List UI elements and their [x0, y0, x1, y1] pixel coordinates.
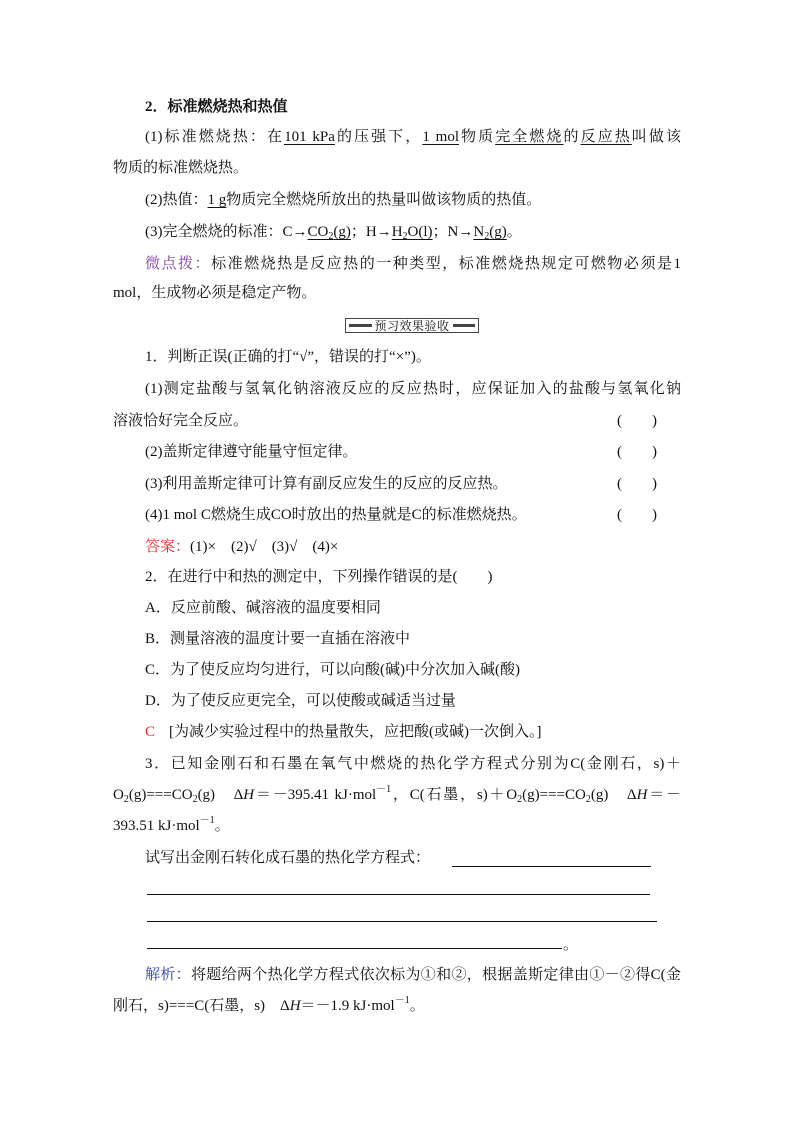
formula-part: N [473, 224, 485, 240]
text-segment: ；H→ [350, 224, 392, 240]
subscript: 2 [192, 794, 198, 805]
definition-standard-heat-line2: 物质的标准燃烧热。 [113, 160, 249, 176]
formula-part: (g) [489, 224, 507, 240]
superscript: －1 [376, 784, 392, 795]
answer-line [147, 894, 650, 895]
definition-complete-combustion [145, 220, 681, 244]
section-banner [345, 318, 479, 333]
question3-line1: 3．已知金刚石和石墨在氧气中燃烧的热化学方程式分别为C(金刚石，s)＋ [145, 756, 681, 772]
question1-stem: 1．判断正误(正确的打“√”，错误的打“×”)。 [145, 349, 431, 365]
answer-line [147, 921, 657, 922]
question1-item2: (2)盖斯定律遵守能量守恒定律。 [145, 444, 358, 460]
banner-right-rule [453, 324, 476, 327]
answer-blank: ( ) [452, 569, 493, 585]
text-segment: (2)热值： [145, 192, 208, 208]
question3-equations [113, 783, 681, 807]
underlined-complete-combustion: 完全燃烧 [495, 129, 564, 145]
answer-blank: ( ) [617, 476, 657, 492]
banner-left-rule [349, 324, 372, 327]
formula-part: 393.51 kJ·mol [113, 818, 200, 834]
formula-part: ＝－395.41 kJ·mol [254, 787, 377, 803]
question3-line3 [113, 814, 681, 838]
formula-part: 。 [409, 998, 425, 1014]
formula-part: 。 [214, 818, 230, 834]
option-b: B．测量溶液的温度计要一直插在溶液中 [145, 631, 411, 647]
enthalpy-symbol: H [243, 787, 255, 803]
formula-part: O(l) [407, 224, 433, 240]
formula-part: H [391, 224, 403, 240]
enthalpy-symbol: H [289, 998, 301, 1014]
question1-item1-line2: 溶液恰好完全反应。 [113, 413, 249, 429]
formula-part: (g) Δ [197, 787, 244, 803]
answer-line-end: 。 [563, 937, 579, 953]
subscript: 2 [585, 794, 591, 805]
answer-blank: ( ) [617, 507, 657, 523]
question1-item3: (3)利用盖斯定律可计算有副反应发生的反应的反应热。 [145, 476, 508, 492]
text-segment: (3)完全燃烧的标准：C→ [145, 224, 308, 240]
underlined-mass: 1 g [207, 192, 227, 208]
text-segment: 的 [563, 129, 581, 145]
answer-line [147, 948, 562, 949]
product-n2 [473, 224, 506, 240]
question1-item4: (4)1 mol C燃烧生成CO时放出的热量就是C的标准燃烧热。 [145, 507, 527, 523]
option-a: A．反应前酸、碱溶液的温度要相同 [145, 600, 381, 616]
tip-line2: mol，生成物必须是稳定产物。 [113, 285, 317, 301]
underlined-amount: 1 mol [422, 129, 459, 145]
text-segment: (1)标准燃烧热：在 [145, 129, 285, 145]
text-segment: 。 [506, 224, 522, 240]
question-text: 2．在进行中和热的测定中，下列操作错误的是 [145, 569, 453, 585]
answer-choice: C [145, 724, 156, 740]
subscript: 2 [123, 794, 129, 805]
tip-text: 标准燃烧热是反应热的一种类型，标准燃烧热规定可燃物必须是1 [211, 256, 681, 272]
answer-explanation: [为减少实验过程中的热量散失，应把酸(或碱)一次倒入。] [169, 724, 542, 740]
option-c: C．为了使反应均匀进行，可以向酸(碱)中分次加入碱(酸) [145, 662, 520, 678]
product-h2o [392, 224, 433, 240]
superscript: －1 [199, 815, 215, 826]
question1-answer [145, 535, 681, 559]
analysis-line1 [145, 963, 681, 987]
answer-blank: ( ) [617, 444, 657, 460]
formula-part: 刚石，s)===C(石墨，s) Δ [113, 998, 290, 1014]
answer-label: 答案： [145, 539, 191, 555]
tip-label: 微点拨： [145, 256, 212, 272]
tip-line1 [145, 252, 681, 276]
subscript: 2 [328, 231, 334, 242]
subscript: 2 [402, 231, 408, 242]
answer-blank: ( ) [617, 413, 657, 429]
formula-part: ，C(石墨，s)＋O [391, 787, 518, 803]
formula-part: (g)===CO [522, 787, 586, 803]
answer-text: (1)× (2)√ (3)√ (4)× [190, 539, 339, 555]
question2-stem [145, 565, 681, 589]
text-segment: 物质 [458, 129, 496, 145]
product-co2 [308, 224, 351, 240]
question2-answer [145, 720, 681, 744]
answer-line [452, 866, 651, 867]
formula-part: CO [307, 224, 329, 240]
formula-part: ＝－ [647, 787, 681, 803]
formula-part: (g) Δ [590, 787, 637, 803]
enthalpy-symbol: H [636, 787, 648, 803]
option-d: D．为了使反应更完全，可以使酸或碱适当过量 [145, 693, 456, 709]
formula-part: ＝－1.9 kJ·mol [300, 998, 395, 1014]
analysis-line2 [113, 994, 681, 1018]
question1-item1-line1: (1)测定盐酸与氢氧化钠溶液反应的反应热时，应保证加入的盐酸与氢氧化钠 [145, 381, 681, 397]
definition-standard-heat-line1 [145, 125, 681, 149]
superscript: －1 [394, 995, 410, 1006]
banner-title: 预习效果验收 [374, 318, 450, 333]
text-segment: ；N→ [432, 224, 474, 240]
formula-part: (g) [333, 224, 351, 240]
subscript: 2 [484, 231, 490, 242]
analysis-label: 解析： [145, 967, 191, 983]
definition-heat-value [145, 188, 681, 212]
underlined-reaction-heat: 反应热 [580, 129, 632, 145]
underlined-pressure: 101 kPa [284, 129, 335, 145]
question3-prompt: 试写出金刚石转化成石墨的热化学方程式： [145, 850, 431, 866]
text-segment: 叫做该 [631, 129, 681, 145]
formula-part: O [113, 787, 124, 803]
subscript: 2 [517, 794, 523, 805]
text-segment: 物质完全燃烧所放出的热量叫做该物质的热值。 [226, 192, 542, 208]
section-heading: 2．标准燃烧热和热值 [145, 99, 288, 115]
text-segment: 的压强下， [334, 129, 423, 145]
analysis-text: 将题给两个热化学方程式依次标为①和②，根据盖斯定律由①－②得C(金 [190, 967, 681, 983]
formula-part: (g)===CO [128, 787, 193, 803]
